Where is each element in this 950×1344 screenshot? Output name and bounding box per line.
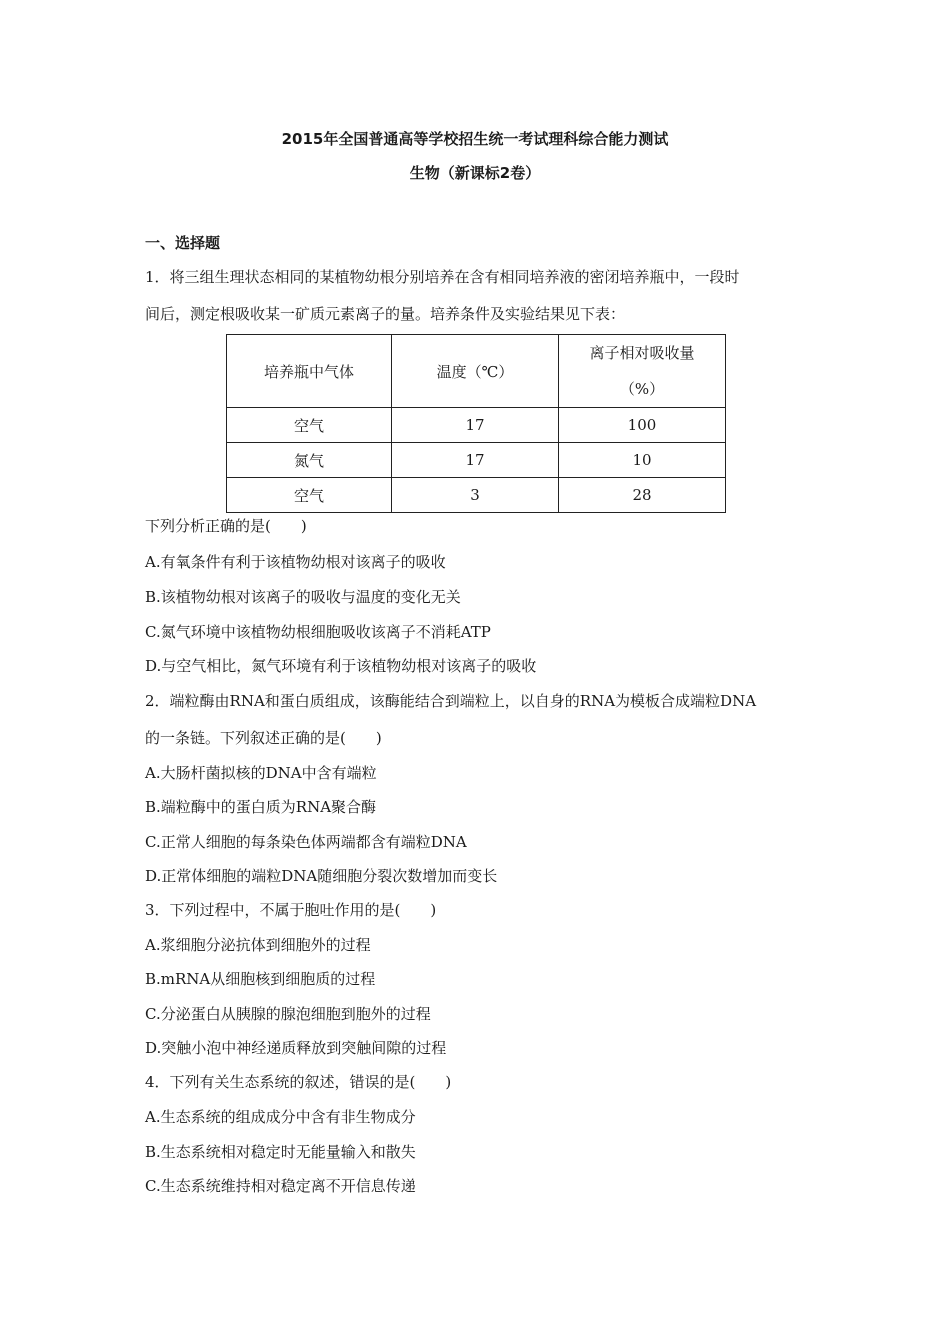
table-row <box>227 478 726 513</box>
q4-option-b: B.生态系统相对稳定时无能量输入和散失 <box>145 1143 416 1161</box>
table-header-line: （%） <box>619 380 665 398</box>
table-header-cell: 培养瓶中气体 <box>227 335 392 408</box>
q1-option-a: A.有氧条件有利于该植物幼根对该离子的吸收 <box>145 553 446 571</box>
q2-option-a: A.大肠杆菌拟核的DNA中含有端粒 <box>145 764 377 782</box>
q4-option-c: C.生态系统维持相对稳定离不开信息传递 <box>145 1177 416 1195</box>
q1-stem-line-2: 间后，测定根吸收某一矿质元素离子的量。培养条件及实验结果见下表： <box>145 305 626 323</box>
q1-option-c: C.氮气环境中该植物幼根细胞吸收该离子不消耗ATP <box>145 623 491 641</box>
results-table <box>226 334 726 513</box>
q4-stem: 4．下列有关生态系统的叙述，错误的是( ) <box>145 1073 452 1091</box>
q2-option-c: C.正常人细胞的每条染色体两端都含有端粒DNA <box>145 833 467 851</box>
q2-option-d: D.正常体细胞的端粒DNA随细胞分裂次数增加而变长 <box>145 867 498 885</box>
table-cell: 28 <box>559 478 726 513</box>
table-header-row <box>227 335 726 408</box>
table-header-cell: 温度（℃） <box>392 335 559 408</box>
table-cell: 10 <box>559 443 726 478</box>
q4-option-a: A.生态系统的组成成分中含有非生物成分 <box>145 1108 416 1126</box>
q1-prompt: 下列分析正确的是( ) <box>145 517 307 535</box>
table-row <box>227 408 726 443</box>
exam-title: 2015年全国普通高等学校招生统一考试理科综合能力测试 <box>281 130 669 148</box>
table-cell: 空气 <box>227 408 392 443</box>
exam-subtitle: 生物（新课标2卷） <box>409 164 541 182</box>
table-header-cell <box>559 335 726 408</box>
table-row <box>227 443 726 478</box>
q1-option-b: B.该植物幼根对该离子的吸收与温度的变化无关 <box>145 588 461 606</box>
q2-option-b: B.端粒酶中的蛋白质为RNA聚合酶 <box>145 798 377 816</box>
q3-option-a: A.浆细胞分泌抗体到细胞外的过程 <box>145 936 371 954</box>
q3-option-b: B.mRNA从细胞核到细胞质的过程 <box>145 970 376 988</box>
table-cell: 100 <box>559 408 726 443</box>
q2-stem-line-2: 的一条链。下列叙述正确的是( ) <box>145 729 382 747</box>
q3-option-c: C.分泌蛋白从胰腺的腺泡细胞到胞外的过程 <box>145 1005 431 1023</box>
q3-option-d: D.突触小泡中神经递质释放到突触间隙的过程 <box>145 1039 447 1057</box>
table-cell: 氮气 <box>227 443 392 478</box>
table-cell: 3 <box>392 478 559 513</box>
q1-option-d: D.与空气相比，氮气环境有利于该植物幼根对该离子的吸收 <box>145 657 537 675</box>
q1-stem-line-1: 1．将三组生理状态相同的某植物幼根分别培养在含有相同培养液的密闭培养瓶中，一段时 <box>145 268 740 286</box>
table-header-line: 离子相对吸收量 <box>589 344 695 362</box>
section-heading: 一、选择题 <box>145 234 221 252</box>
table-cell: 17 <box>392 443 559 478</box>
q3-stem: 3．下列过程中，不属于胞吐作用的是( ) <box>145 901 437 919</box>
table-cell: 空气 <box>227 478 392 513</box>
table-cell: 17 <box>392 408 559 443</box>
q2-stem-line-1: 2．端粒酶由RNA和蛋白质组成，该酶能结合到端粒上，以自身的RNA为模板合成端粒DNA <box>145 692 757 710</box>
